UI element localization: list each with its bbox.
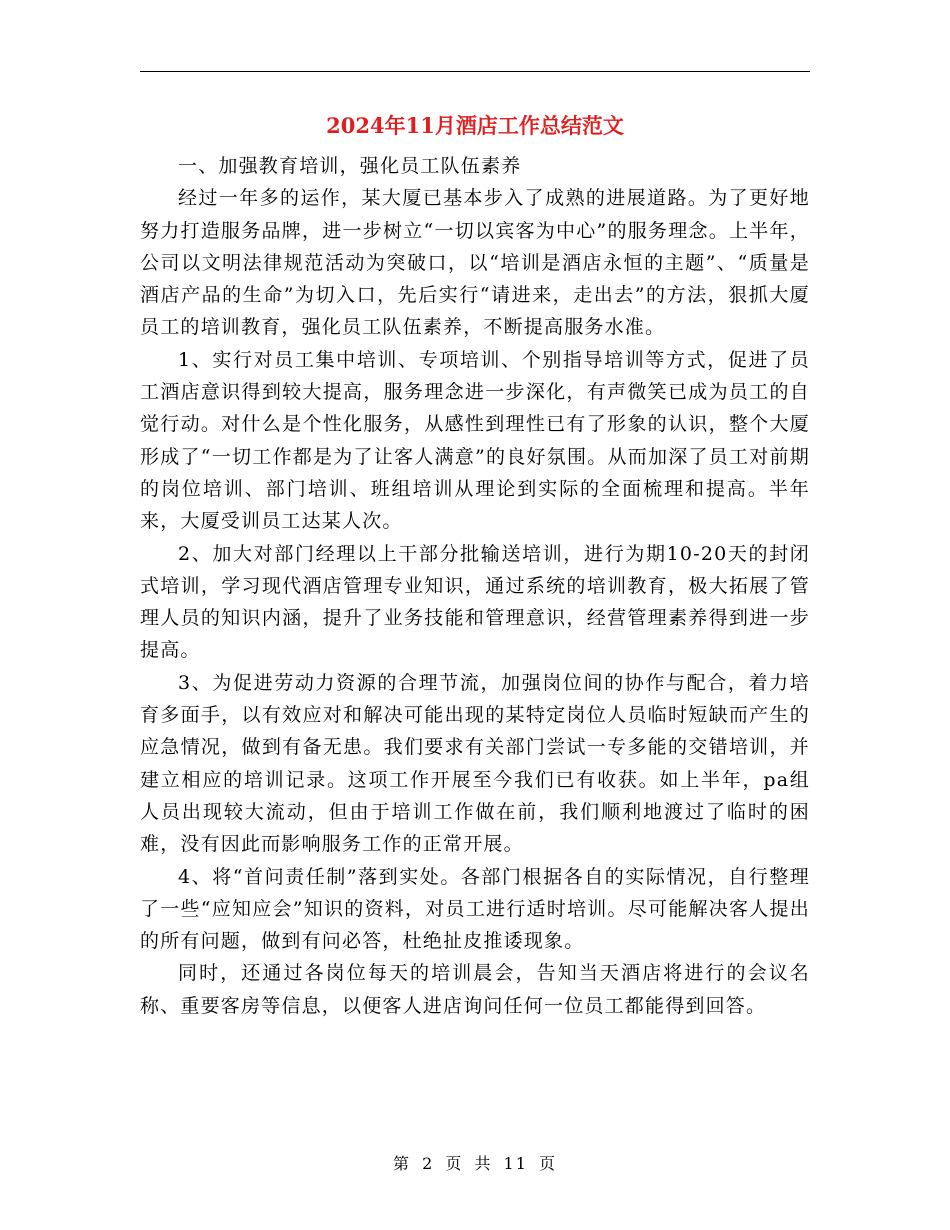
section-heading: 一、加强教育培训，强化员工队伍素养 [178, 155, 522, 177]
body-paragraph: 3、为促进劳动力资源的合理节流，加强岗位间的协作与配合，着力培育多面手，以有效应对和解决可能出现的某特定岗位人员临时短缺而产生的应急情况，做到有备无患。我们要求有关部门尝试一专多能的交错培训，并建立相应的培训记录。这项工作开展至今我们已有收获。如上半年，pa组人员出现较大流动，但由于培训工作做在前，我们顺利地渡过了临时的困难，没有因此而影响服务工作的正常开展。 [140, 671, 810, 856]
body-paragraph: 1、实行对员工集中培训、专项培训、个别指导培训等方式，促进了员工酒店意识得到较大提高，服务理念进一步深化，有声微笑已成为员工的自觉行动。对什么是个性化服务，从感性到理性已有了形象的认识，整个大厦形成了“一切工作都是为了让客人满意”的良好氛围。从而加深了员工对前期的岗位培训、部门培训、班组培训从理论到实际的全面梳理和提高。半年来，大厦受训员工达某人次。 [140, 348, 810, 533]
body-paragraph: 经过一年多的运作，某大厦已基本步入了成熟的进展道路。为了更好地努力打造服务品牌，进一步树立“一切以宾客为中心”的服务理念。上半年，公司以文明法律规范活动为突破口，以“培训是酒店永恒的主题”、“质量是酒店产品的生命”为切入口，先后实行“请进来，走出去”的方法，狠抓大厦员工的培训教育，强化员工队伍素养，不断提高服务水准。 [140, 187, 810, 339]
document-body [140, 150, 810, 1022]
body-paragraph: 同时，还通过各岗位每天的培训晨会，告知当天酒店将进行的会议名称、重要客房等信息，以便客人进店询问任何一位员工都能得到回答。 [140, 962, 810, 1017]
body-paragraph: 2、加大对部门经理以上干部分批输送培训，进行为期10-20天的封闭式培训，学习现代酒店管理专业知识，通过系统的培训教育，极大拓展了管理人员的知识内涵，提升了业务技能和管理意识，经营管理素养得到进一步提高。 [140, 542, 810, 662]
body-paragraph: 4、将“首问责任制”落到实处。各部门根据各自的实际情况，自行整理了一些“应知应会”知识的资料，对员工进行适时培训。尽可能解决客人提出的所有问题，做到有问必答，杜绝扯皮推诿现象。 [140, 865, 810, 953]
page-number-footer: 第 2 页 共 11 页 [393, 1154, 557, 1173]
header-rule [140, 71, 810, 72]
document-title: 2024年11月酒店工作总结范文 [326, 113, 624, 138]
